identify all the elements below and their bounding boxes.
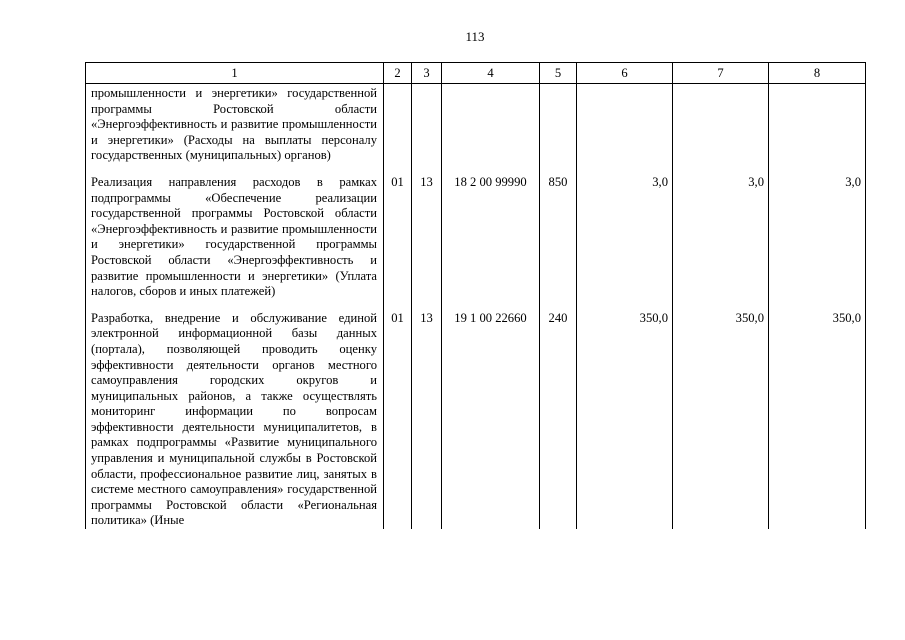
- cell-amount-3: 350,0: [769, 311, 866, 529]
- column-header: 2: [384, 63, 412, 84]
- cell-target-article: 19 1 00 22660: [442, 311, 540, 529]
- column-header: 4: [442, 63, 540, 84]
- cell-target-article: 18 2 00 99990: [442, 175, 540, 311]
- table-header-row: [86, 63, 866, 84]
- cell-expense-type: [540, 84, 577, 175]
- table-row: [86, 84, 866, 175]
- cell-section: 01: [384, 311, 412, 529]
- cell-subsection: [412, 84, 442, 175]
- cell-amount-2: 350,0: [673, 311, 769, 529]
- cell-section: 01: [384, 175, 412, 311]
- column-header: 8: [769, 63, 866, 84]
- cell-amount-3: 3,0: [769, 175, 866, 311]
- cell-target-article: [442, 84, 540, 175]
- cell-expense-type: 850: [540, 175, 577, 311]
- page-number: 113: [465, 29, 485, 44]
- column-header: 6: [577, 63, 673, 84]
- table-row: [86, 175, 866, 311]
- budget-table: [85, 62, 866, 529]
- row-description: Реализация направления расходов в рамках подпрограммы «Обеспечение реализации государственной программы Ростовской области «Энергоэффективность и развитие промышленности и энергетики» государственной программы Ростовской области «Энергоэффективность и развитие промышленности и энергетики» (Уплата налогов, сборов и иных платежей): [86, 175, 384, 311]
- cell-subsection: 13: [412, 311, 442, 529]
- cell-amount-1: 3,0: [577, 175, 673, 311]
- column-header: 3: [412, 63, 442, 84]
- cell-expense-type: 240: [540, 311, 577, 529]
- column-header: 1: [86, 63, 384, 84]
- cell-amount-1: 350,0: [577, 311, 673, 529]
- row-description: промышленности и энергетики» государственной программы Ростовской области «Энергоэффективность и развитие промышленности и энергетики» (Расходы на выплаты персоналу государственных (муниципальных) органов): [86, 84, 384, 175]
- column-header: 7: [673, 63, 769, 84]
- cell-amount-2: 3,0: [673, 175, 769, 311]
- cell-amount-3: [769, 84, 866, 175]
- cell-subsection: 13: [412, 175, 442, 311]
- cell-amount-2: [673, 84, 769, 175]
- table-row: [86, 311, 866, 529]
- cell-amount-1: [577, 84, 673, 175]
- cell-section: [384, 84, 412, 175]
- row-description: Разработка, внедрение и обслуживание единой электронной информационной базы данных (портала), позволяющей проводить оценку эффективности деятельности органов местного самоуправления городских округов и муниципальных районов, а также осуществлять мониторинг информации по вопросам эффективности деятельности муниципалитетов, в рамках подпрограммы «Развитие муниципального управления и муниципальной службы в Ростовской области, профессиональное развитие лиц, занятых в системе местного самоуправления» государственной программы Ростовской области «Региональная политика» (Иные: [86, 311, 384, 529]
- column-header: 5: [540, 63, 577, 84]
